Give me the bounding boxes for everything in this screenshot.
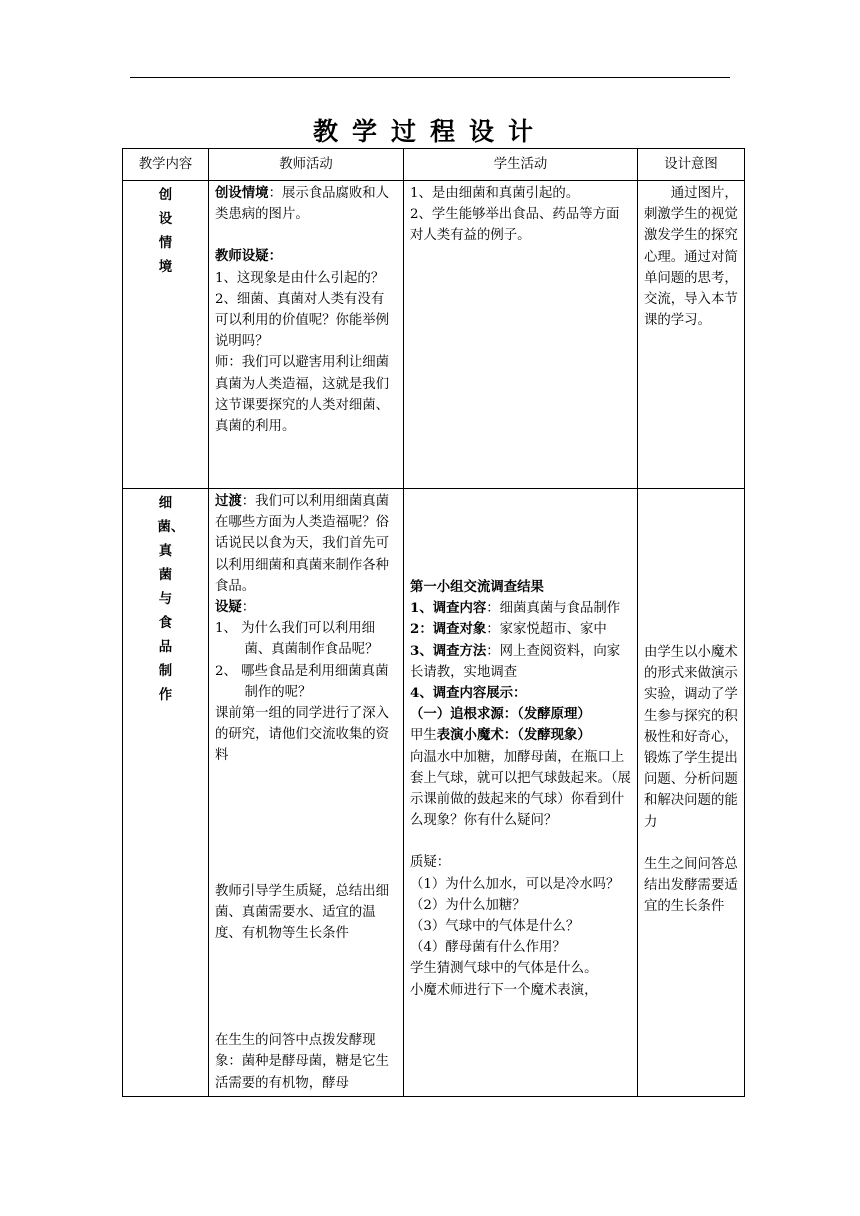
teacher-text: 在生生的问答中点拨发酵现象：菌种是酵母菌，糖是它生活需要的有机物，酵母: [215, 1033, 390, 1091]
intent-text: 生生之间问答总结出发酵需要适宜的生长条件: [644, 856, 738, 915]
teacher-question: 2、细菌、真菌对人类有没有可以利用的价值呢？你能举例说明吗？: [215, 291, 390, 350]
student-question: （4）酵母菌有什么作用？: [410, 940, 566, 956]
student-text: 向温水中加糖，加酵母菌，在瓶口上套上气球，就可以把气球鼓起来。（展示课前做的鼓起来的气球）你看到什么现象？你有什么疑问？: [410, 749, 631, 829]
teacher-question: 2、 哪些食品是利用细菌真菌制作的呢？: [215, 663, 389, 700]
student-heading: 第一小组交流调查结果: [410, 579, 544, 595]
student-text: 学生猜测气球中的气体是什么。: [410, 961, 598, 977]
teacher-text: 教师引导学生质疑，总结出细菌、真菌需要水、适宜的温度、有机物等生长条件: [215, 883, 390, 942]
student-question: （2）为什么加糖？: [410, 897, 526, 913]
teacher-question: 1、 为什么我们可以利用细菌、真菌制作食品呢？: [215, 621, 379, 658]
student-answer: 2、学生能够举出食品、药品等方面对人类有益的例子。: [410, 207, 620, 244]
intent-cell: [638, 489, 745, 1097]
content-label: 细菌、真菌与食品制作: [157, 495, 185, 703]
teacher-question: 1、这现象是由什么引起的？: [215, 270, 385, 286]
teacher-label: 创设情境: [215, 185, 269, 201]
column-header-student: 学生活动: [404, 149, 638, 181]
student-cell: 第一小组交流调查结果 1、调查内容：细菌真菌与食品制作 2：调查对象：家家悦超市、家中 3、调查方法：网上查阅资料，向家长请教，实地调查 4、调查内容展示： （一）追根求源：（发酵原理） 甲生表演小魔术：（发酵现象） 向温水中加糖，加酵母菌，在瓶口上套上气球，就可以把气球鼓起来。（展示课前做的鼓起来的气球）你看到什么现象？你有什么疑问？ 质疑： （1）为什么加水，可以是冷水吗？ （2）为什么加糖？ （3）气球中的气体是什么？ （4）酵母菌有什么作用？ 学生猜测气球中的气体是什么。 小魔术师进行下一个魔术表演，: [404, 489, 638, 1097]
column-header-content: 教学内容: [123, 149, 209, 181]
student-section: （一）追根求源：（发酵原理）: [410, 706, 591, 723]
content-cell: [123, 181, 209, 489]
teacher-text: ：展示食品腐败和人类患病的图片。: [215, 186, 390, 223]
teacher-text: 课前第一组的同学进行了深入的研究，请他们交流收集的资料: [215, 706, 390, 764]
column-header-teacher: 教师活动: [209, 149, 404, 181]
header-rule: [130, 77, 730, 78]
intent-cell: [638, 181, 745, 489]
teacher-cell: 过渡：我们可以利用细菌真菌在哪些方面为人类造福呢？俗话说民以食为天，我们首先可以利用细菌和真菌来制作各种食品。 设疑： 1、 为什么我们可以利用细菌、真菌制作食品呢？ 2、 哪些食品是利用细菌真菌制作的呢？ 课前第一组的同学进行了深入的研究，请他们交流收集的资料 教师引导学生质疑，总结出细菌、真菌需要水、适宜的温度、有机物等生长条件 在生生的问答中点拨发酵现象：菌种是酵母菌，糖是它生活需要的有机物，酵母: [209, 489, 404, 1097]
teacher-cell: 创设情境：展示食品腐败和人类患病的图片。 教师设疑： 1、这现象是由什么引起的？ 2、细菌、真菌对人类有没有可以利用的价值呢？你能举例说明吗？ 师：我们可以避害用利让细菌真菌为人类造福，这就是我们这节课要探究的人类对细菌、真菌的利用。: [209, 181, 404, 489]
column-header-intent: 设计意图: [638, 149, 745, 181]
teacher-text: 师：我们可以避害用利让细菌真菌为人类造福，这就是我们这节课要探究的人类对细菌、真菌的利用。: [215, 355, 390, 435]
student-cell: [404, 181, 638, 489]
student-text: 小魔术师进行下一个魔术表演，: [410, 982, 598, 998]
table-row: [123, 489, 745, 1097]
table-header-row: [123, 149, 745, 181]
intent-text: 由学生以小魔术的形式来做演示实验，调动了学生参与探究的积极性和好奇心，锻炼了学生提出问题、分析问题和解决问题的能力: [644, 645, 738, 830]
teacher-label: 过渡: [215, 493, 242, 509]
content-cell: [123, 489, 209, 1097]
table-row: [123, 181, 745, 489]
student-answer: 1、是由细菌和真菌引起的。: [410, 186, 580, 201]
teacher-label: 设疑: [215, 599, 242, 616]
student-question: （3）气球中的气体是什么？: [410, 919, 580, 935]
teacher-label: 教师设疑: [215, 248, 269, 265]
intent-text: 通过图片，刺激学生的视觉激发学生的探究心理。通过对简单问题的思考，交流，导入本节课的学习。: [644, 186, 738, 329]
teacher-text: ：我们可以利用细菌真菌在哪些方面为人类造福呢？俗话说民以食为天，我们首先可以利用细菌和真菌来制作各种食品。: [215, 494, 390, 594]
teaching-process-table: [122, 148, 745, 1097]
student-question: （1）为什么加水，可以是冷水吗？: [410, 876, 620, 892]
content-label: 创设情境: [158, 187, 173, 275]
page-title: 教学过程设计: [312, 117, 547, 146]
